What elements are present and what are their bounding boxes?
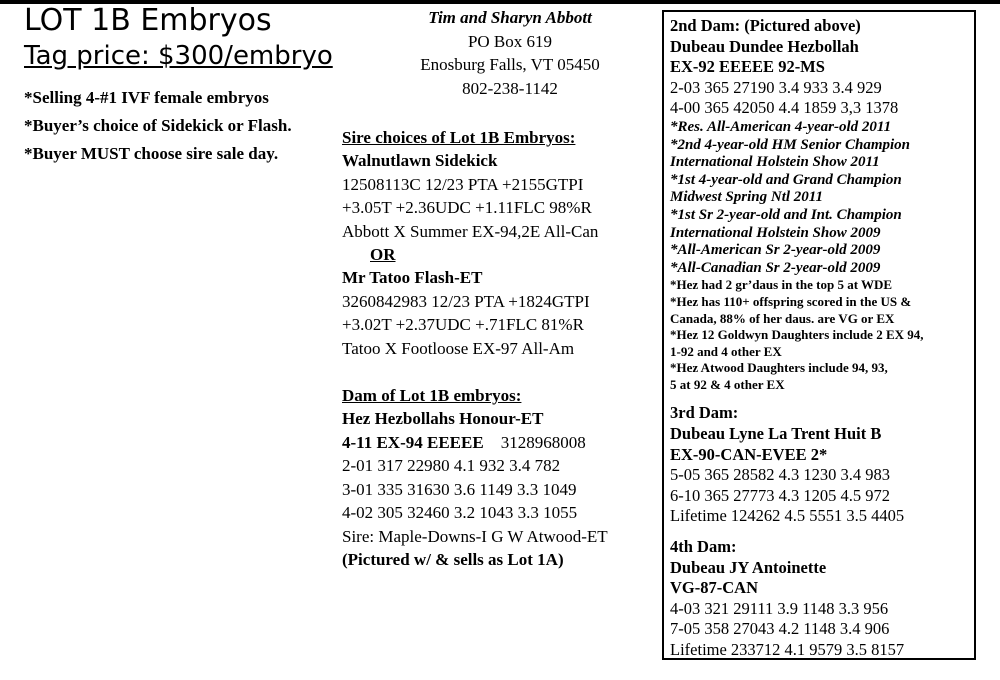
award-line: International Holstein Show 2011 (670, 154, 880, 171)
third-dam-classification: EX-90-CAN-EVEE 2* (670, 444, 828, 464)
sire-info-line: Abbott X Summer EX-94,2E All-Can (342, 221, 599, 241)
note-line: *Hez 12 Goldwyn Daughters include 2 EX 94, (670, 327, 924, 343)
sire-dam-section (342, 126, 658, 571)
bullet-item: *Selling 4-#1 IVF female embryos (24, 88, 269, 107)
dam-record: 2-01 317 22980 4.1 932 3.4 782 (342, 456, 561, 476)
note-line: *Hez has 110+ offspring scored in the US & (670, 293, 912, 309)
fourth-dam-record: 7-05 358 27043 4.2 1148 3.4 906 (670, 619, 890, 639)
owner-contact (380, 6, 640, 100)
third-dam-record: Lifetime 124262 4.5 5551 3.5 4405 (670, 506, 905, 526)
award-line: *1st 4-year-old and Grand Champion (670, 171, 902, 188)
sire-info-line: +3.05T +2.36UDC +1.11FLC 98%R (342, 198, 592, 218)
fourth-dam-record: Lifetime 233712 4.1 9579 3.5 8157 (670, 640, 905, 659)
fourth-dam-heading: 4th Dam: (670, 537, 737, 557)
third-dam-name: Dubeau Lyne La Trent Huit B (670, 424, 882, 444)
note-line: *Hez Atwood Daughters include 94, 93, (670, 360, 888, 376)
note-line: 1-92 and 4 other EX (670, 343, 782, 359)
owner-address-line: Enosburg Falls, VT 05450 (420, 55, 600, 74)
sire-info-line: +3.02T +2.37UDC +.71FLC 81%R (342, 315, 584, 335)
or-divider: OR (370, 245, 396, 265)
second-dam-classification: EX-92 EEEEE 92-MS (670, 57, 825, 77)
award-line: *Res. All-American 4-year-old 2011 (670, 118, 892, 135)
dam-record: 3-01 335 31630 3.6 1149 3.3 1049 (342, 479, 577, 499)
award-line: *2nd 4-year-old HM Senior Champion (670, 136, 911, 153)
third-dam-record: 5-05 365 28582 4.3 1230 3.4 983 (670, 465, 890, 485)
sire-name: Walnutlawn Sidekick (342, 151, 498, 171)
note-line: *Hez had 2 gr’daus in the top 5 at WDE (670, 277, 893, 293)
sire-info-line: Tatoo X Footloose EX-97 All-Am (342, 338, 575, 358)
second-dam-name: Dubeau Dundee Hezbollah (670, 36, 859, 56)
fourth-dam-record: 4-03 321 29111 3.9 1148 3.3 956 (670, 598, 889, 618)
owner-name: Tim and Sharyn Abbott (428, 8, 592, 27)
second-dam-heading: 2nd Dam: (Pictured above) (670, 16, 861, 35)
award-line: *All-Canadian Sr 2-year-old 2009 (670, 259, 881, 276)
second-dam-record: 2-03 365 27190 3.4 933 3.4 929 (670, 77, 882, 97)
award-line: International Holstein Show 2009 (670, 224, 881, 241)
pedigree-box (662, 10, 976, 660)
tag-price: Tag price: $300/embryo (24, 41, 333, 71)
award-line: *1st Sr 2-year-old and Int. Champion (670, 206, 902, 223)
second-dam-record: 4-00 365 42050 4.4 1859 3,3 1378 (670, 98, 899, 118)
owner-phone: 802-238-1142 (462, 78, 558, 98)
bullet-item: *Buyer’s choice of Sidekick or Flash. (24, 116, 292, 135)
lot-bullets (24, 84, 292, 168)
dam-sire: Sire: Maple-Downs-I G W Atwood-ET (342, 526, 608, 546)
third-dam-record: 6-10 365 27773 4.3 1205 4.5 972 (670, 485, 890, 505)
sire-name: Mr Tatoo Flash-ET (342, 268, 483, 288)
dam-note: (Pictured w/ & sells as Lot 1A) (342, 549, 564, 569)
owner-address-line: PO Box 619 (467, 31, 553, 51)
third-dam-heading: 3rd Dam: (670, 403, 739, 423)
dam-classification-line (342, 431, 658, 454)
dam-reg-number: 3128968008 (500, 432, 586, 452)
bullet-item: *Buyer MUST choose sire sale day. (24, 144, 279, 163)
sire-heading: Sire choices of Lot 1B Embryos: (342, 128, 576, 147)
dam-record: 4-02 305 32460 3.2 1043 3.3 1055 (342, 503, 578, 523)
award-line: *All-American Sr 2-year-old 2009 (670, 242, 881, 259)
dam-heading: Dam of Lot 1B embryos: (342, 386, 522, 406)
sire-info-line: 3260842983 12/23 PTA +1824GTPI (342, 291, 590, 311)
fourth-dam-name: Dubeau JY Antoinette (670, 557, 827, 577)
note-line: Canada, 88% of her daus. are VG or EX (670, 310, 895, 326)
dam-classification: 4-11 EX-94 EEEEE (342, 432, 484, 452)
sire-info-line: 12508113C 12/23 PTA +2155GTPI (342, 174, 584, 194)
lot-title: LOT 1B Embryos (24, 3, 272, 38)
note-line: 5 at 92 & 4 other EX (670, 376, 785, 392)
dam-name: Hez Hezbollahs Honour-ET (342, 409, 544, 429)
fourth-dam-classification: VG-87-CAN (670, 578, 758, 598)
award-line: Midwest Spring Ntl 2011 (670, 189, 823, 206)
